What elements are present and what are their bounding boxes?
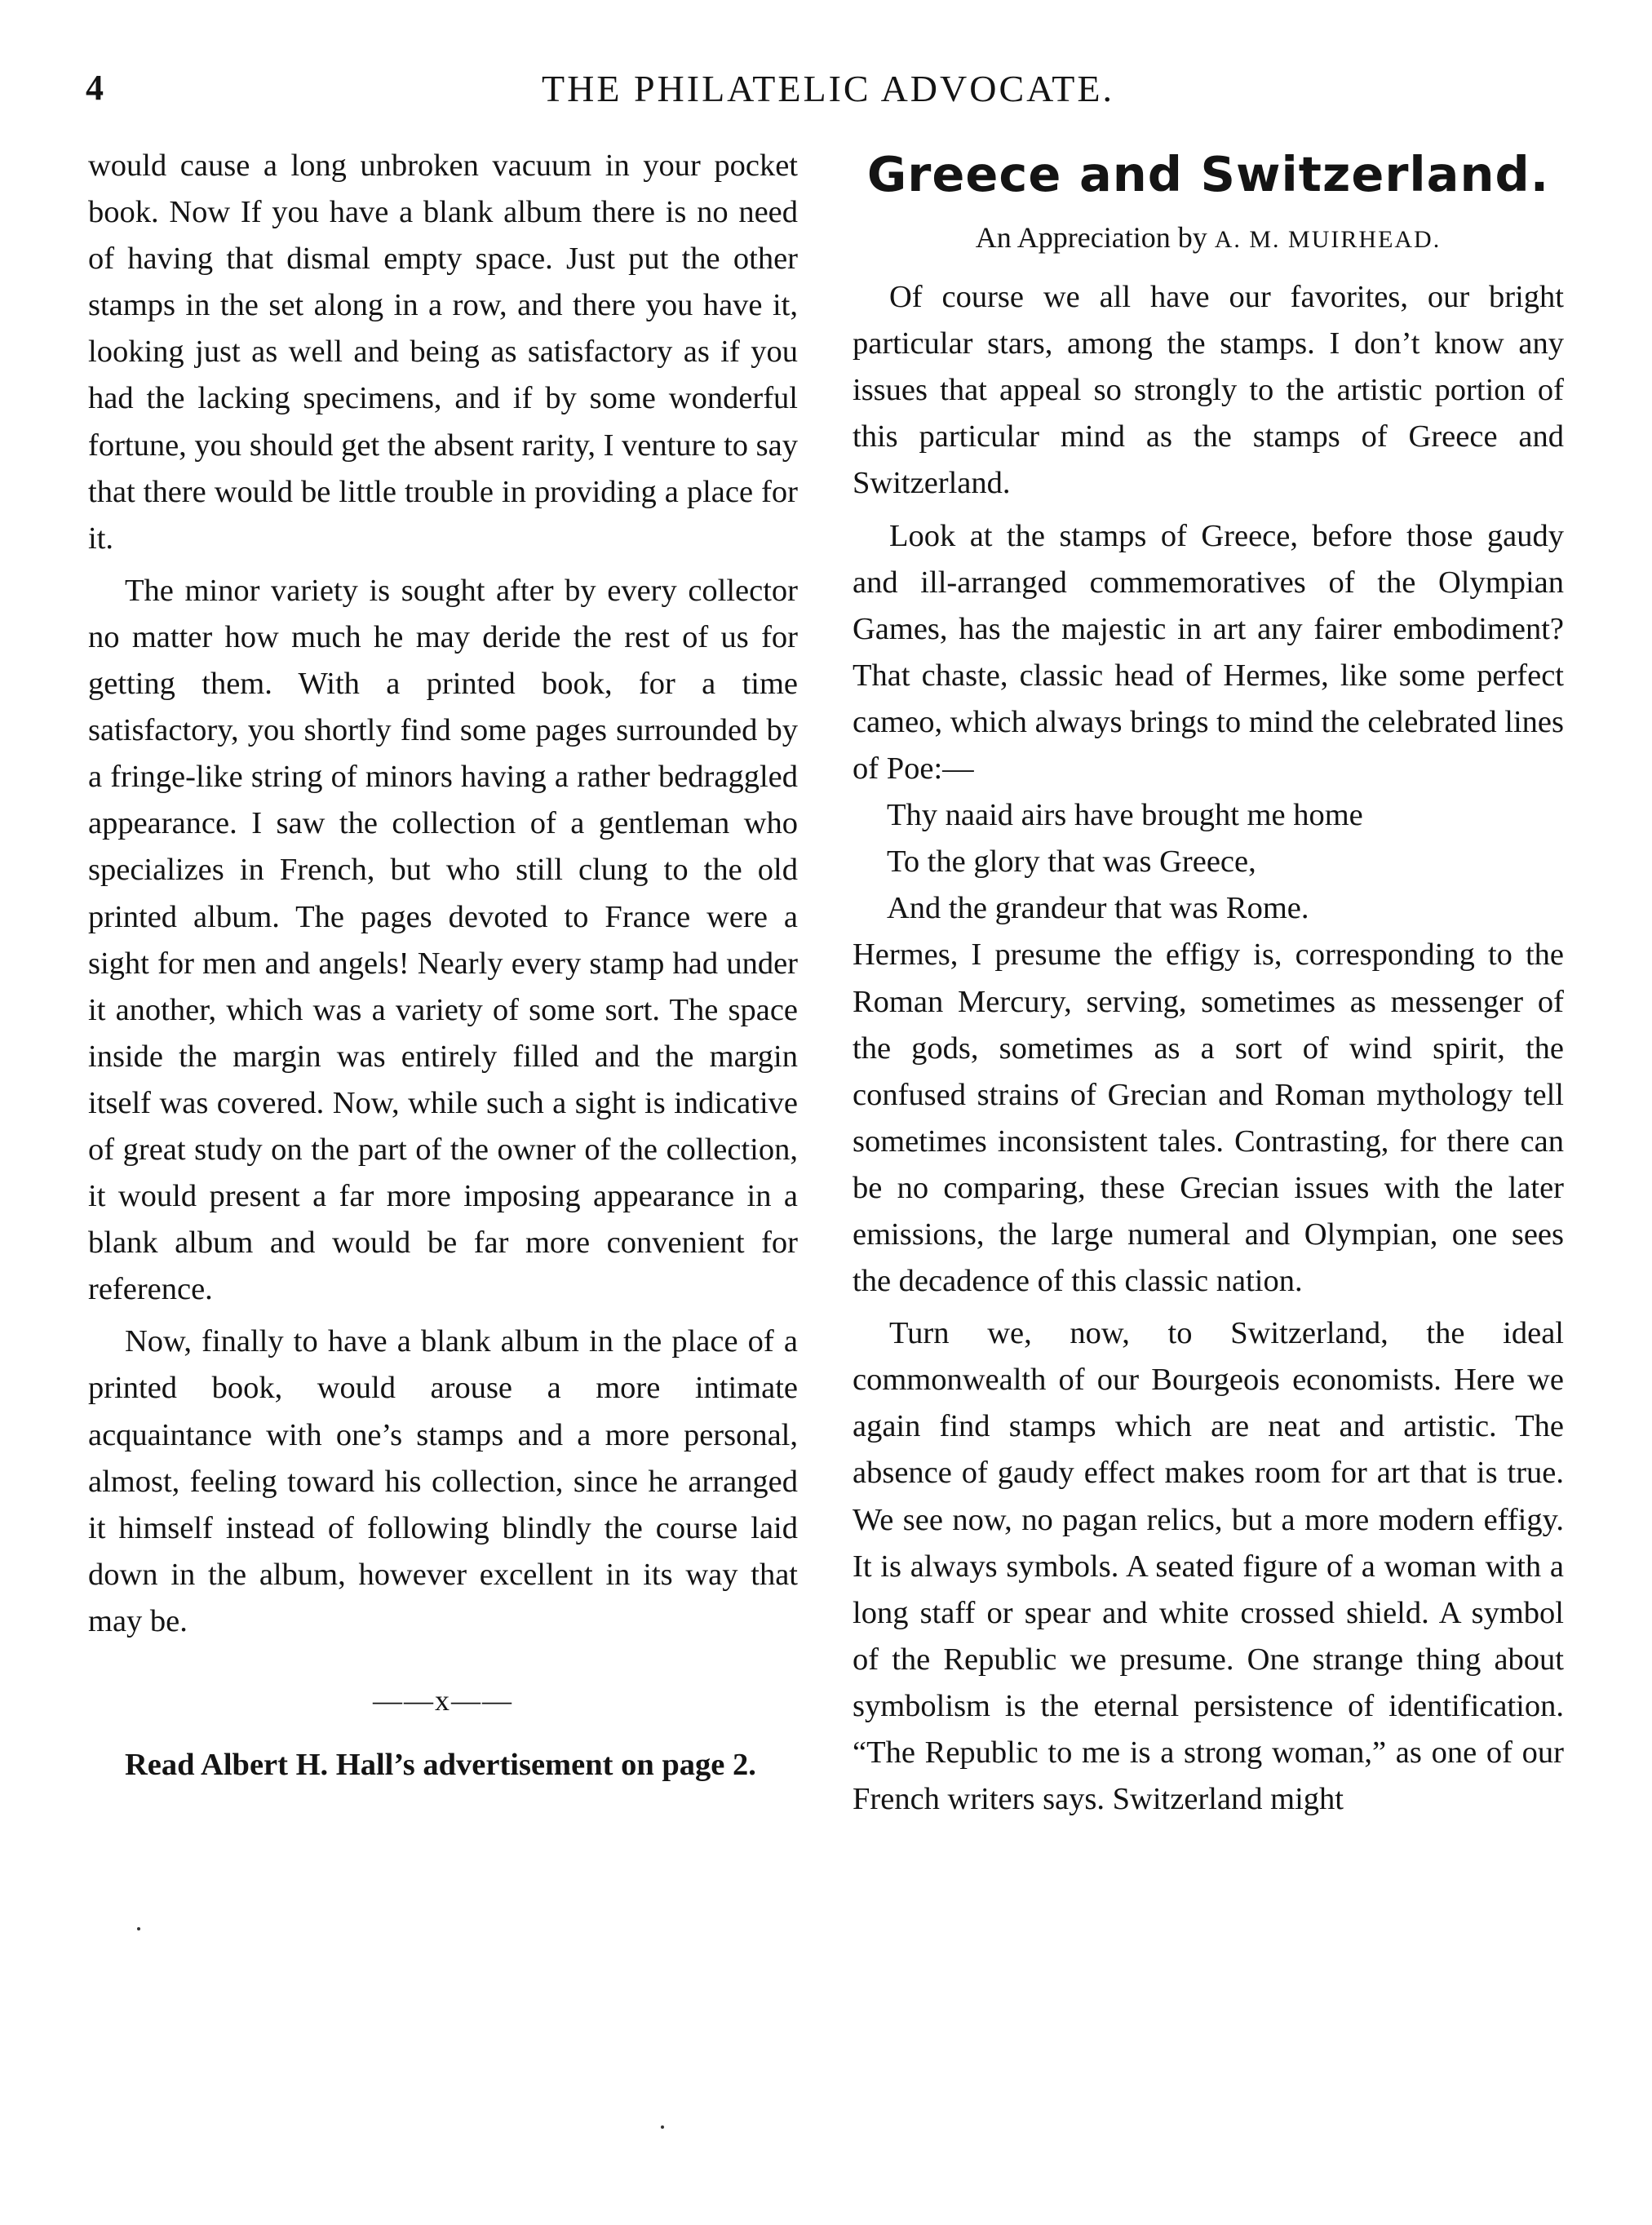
page-number: 4 [86, 68, 104, 108]
section-divider: ——x—— [373, 1684, 513, 1717]
poem-line: And the grandeur that was Rome. [887, 891, 1309, 926]
left-column [88, 143, 798, 1788]
right-paragraph-2: Look at the stamps of Greece, before those gaudy and ill-arranged commemoratives of the Olympian Games, has the majestic in art any fairer embodiment? That chaste, classic head of Hermes, like some perfect cameo, which always brings to mind the celebrated lines of Poe:— [853, 518, 1564, 787]
running-head [86, 67, 1570, 116]
article-title: Greece and Switzerland. [866, 146, 1550, 202]
journal-title: THE PHILATELIC ADVOCATE. [542, 68, 1114, 109]
poem-line: To the glory that was Greece, [887, 844, 1256, 880]
right-paragraph-1: Of course we all have our favorites, our bright particular stars, among the stamps. I don’t know any issues that appeal so strongly to the artistic portion of this particular mind as the stamps of Greece and Switzerland. [853, 280, 1564, 501]
right-column [853, 143, 1564, 1823]
right-paragraph-3: Hermes, I presume the effigy is, corresponding to the Roman Mercury, serving, sometimes as messenger of the gods, sometimes as a sort of wind spirit, the confused strains of Grecian and Roman mythology tell sometimes inconsistent tales. Contrasting, for there can be no comparing, these Grecian issues with the later emissions, the large numeral and Olympian, one sees the decadence of this classic nation. [853, 937, 1564, 1299]
poem-line: Thy naaid airs have brought me home [887, 798, 1363, 833]
left-paragraph-2: The minor variety is sought after by every collector no matter how much he may deride the rest of us for getting them. With a printed book, for a time satisfactory, you shortly find some pages surrounded by a fringe-like string of minors having a rather bedraggled appearance. I saw the collection of a gentleman who specializes in French, but who still clung to the old printed album. The pages devoted to France were a sight for men and angels! Nearly every stamp had under it another, which was a variety of some sort. The space inside the margin was entirely filled and the margin itself was covered. Now, while such a sight is indicative of great study on the part of the owner of the collection, it would present a far more imposing appearance in a blank album and would be far more convenient for reference. [88, 573, 798, 1307]
ink-speck [137, 1927, 140, 1930]
left-paragraph-3: Now, finally to have a blank album in the place of a printed book, would arouse a more intimate acquaintance with one’s stamps and a more personal, almost, feeling toward his collection, since he arranged it himself instead of following blindly the course laid down in the album, however excellent in its way that may be. [88, 1324, 798, 1638]
ink-speck [661, 2125, 664, 2129]
byline-author: A. M. MUIRHEAD. [1214, 226, 1442, 253]
byline-prefix: An Appreciation by [975, 221, 1207, 254]
left-paragraph-1: would cause a long unbroken vacuum in your pocket book. Now If you have a blank album there is no need of having that dismal empty space. Just put the other stamps in the set along in a row, and there you have it, looking just as well and being as satisfactory as if you had the lacking specimens, and if by some wonderful fortune, you should get the absent rarity, I venture to say that there would be little trouble in providing a place for it. [88, 148, 798, 556]
poe-quotation [853, 792, 1564, 932]
article-byline [853, 215, 1564, 263]
right-paragraph-4: Turn we, now, to Switzerland, the ideal commonwealth of our Bourgeois economists. Here we again find stamps which are neat and artistic. The absence of gaudy effect makes room for art that is true. We see now, no pagan relics, but a more modern effigy. It is always symbols. A seated figure of a woman with a long staff or spear and white crossed shield. A symbol of the Republic we presume. One strange thing about symbolism is the eternal persistence of identification. “The Republic to me is a strong woman,” as one of our French writers says. Switzerland might [853, 1316, 1564, 1817]
advertisement-notice: Read Albert H. Hall’s advertisement on page 2. [125, 1748, 756, 1783]
